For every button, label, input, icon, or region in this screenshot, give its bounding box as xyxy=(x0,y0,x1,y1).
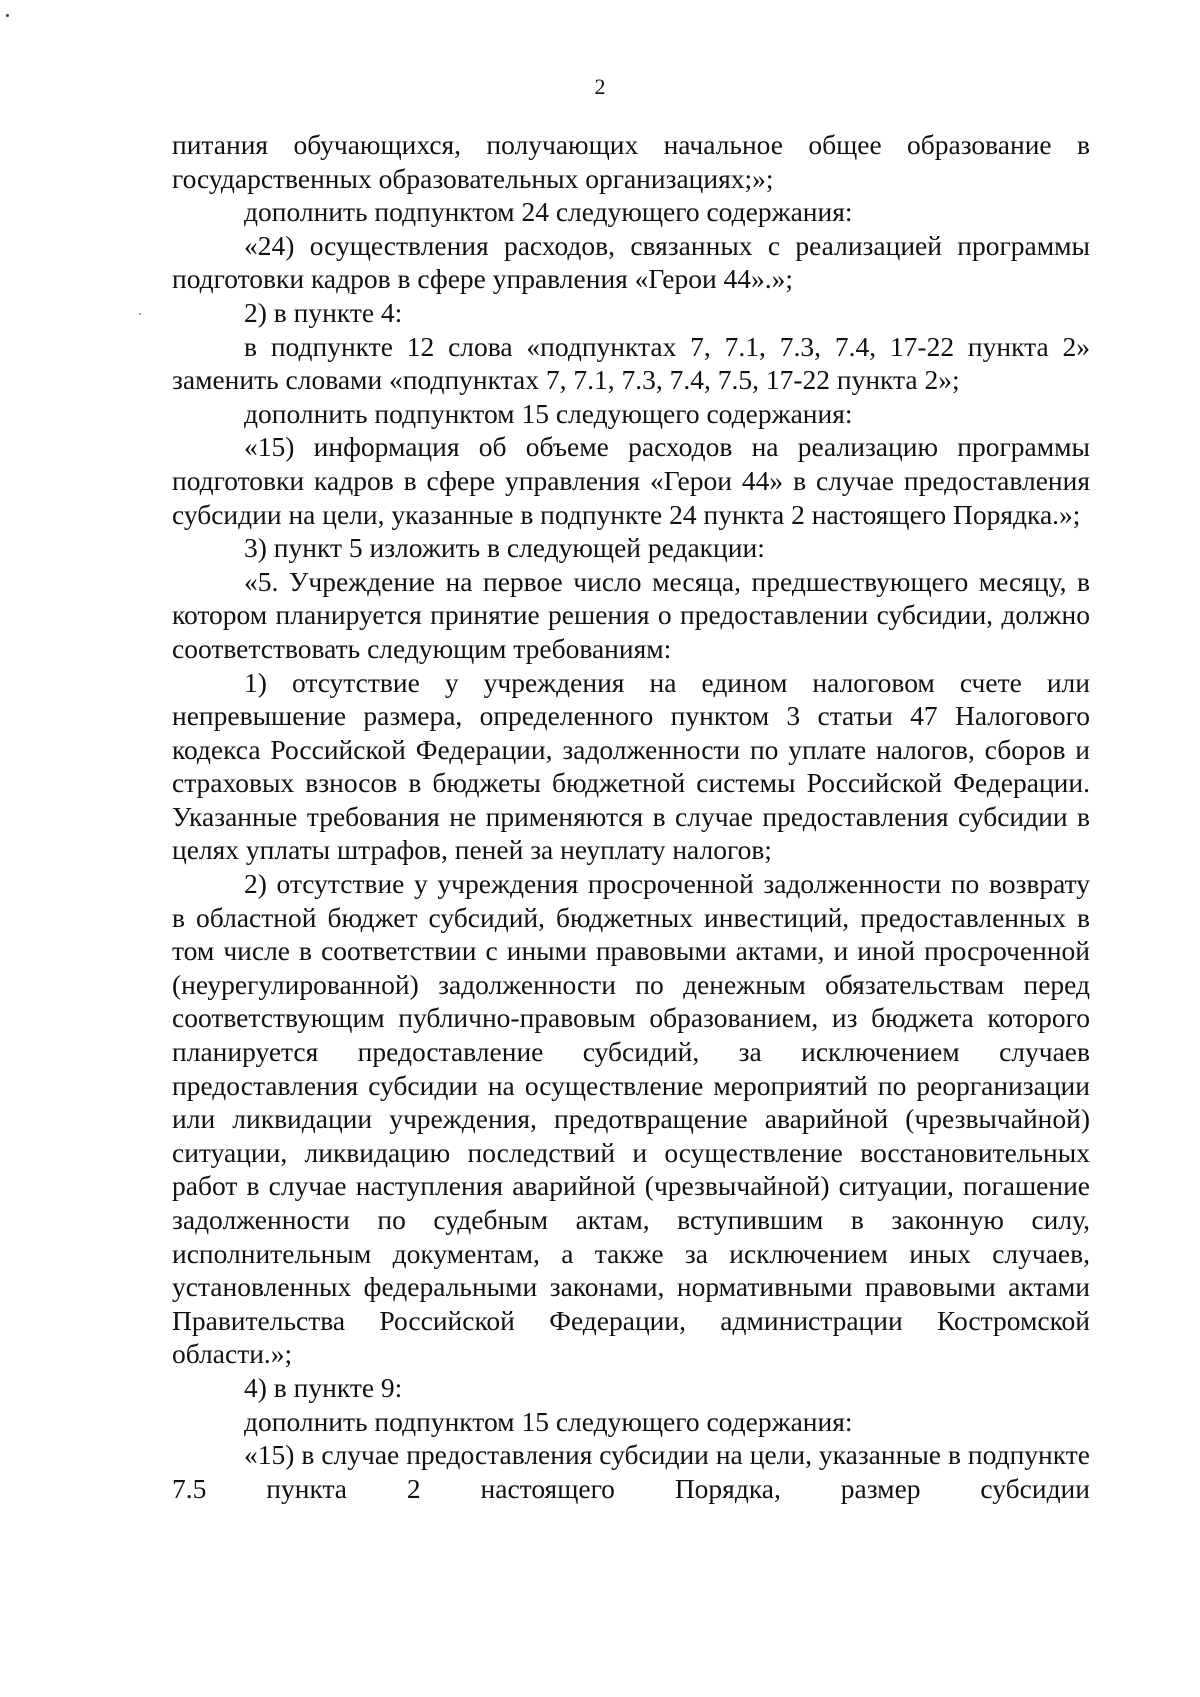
paragraph: 3) пункт 5 изложить в следующей редакции: xyxy=(244,532,765,564)
paragraph: дополнить подпунктом 15 следующего содержания: xyxy=(244,1405,853,1437)
paragraph: 1) отсутствие у учреждения на едином налоговом счете или непревышение размера, определенного пунктом 3 статьи 47 Налогового кодекса Российской Федерации, задолженности по уплате налогов, сборов и страховых взносов в бюджеты бюджетной системы Российской Федерации. Указанные требования не применяются в случае предоставления субсидии в целях уплаты штрафов, пеней за неуплату налогов; xyxy=(172,666,1090,866)
paragraph: 2) в пункте 4: xyxy=(244,296,403,328)
document-body xyxy=(172,128,1090,1505)
paragraph: в подпункте 12 слова «подпунктах 7, 7.1, 7.3, 7.4, 17-22 пункта 2» заменить словами «подпунктах 7, 7.1, 7.3, 7.4, 7.5, 17-22 пункта 2»; xyxy=(172,330,1090,396)
paragraph: «5. Учреждение на первое число месяца, предшествующего месяцу, в котором планируется принятие решения о предоставлении субсидии, должно соответствовать следующим требованиям: xyxy=(172,565,1090,664)
scan-speck xyxy=(139,313,141,315)
paragraph: «15) информация об объеме расходов на реализацию программы подготовки кадров в сфере управления «Герои 44» в случае предоставления субсидии на цели, указанные в подпункте 24 пункта 2 настоящего Порядка.»; xyxy=(172,431,1090,530)
paragraph: дополнить подпунктом 24 следующего содержания: xyxy=(244,196,853,228)
scan-speck xyxy=(6,14,9,17)
paragraph: 4) в пункте 9: xyxy=(244,1371,403,1403)
paragraph: 2) отсутствие у учреждения просроченной задолженности по возврату в областной бюджет субсидий, бюджетных инвестиций, предоставленных в том числе в соответствии с иными правовыми актами, и иной просроченной (неурегулированной) задолженности по денежным обязательствам перед соответствующим публично-правовым образованием, из бюджета которого планируется предоставление субсидий, за исключением случаев предоставления субсидии на осуществление мероприятий по реорганизации или ликвидации учреждения, предотвращение аварийной (чрезвычайной) ситуации, ликвидацию последствий и осуществление восстановительных работ в случае наступления аварийной (чрезвычайной) ситуации, погашение задолженности по судебным актам, вступившим в законную силу, исполнительным документам, а также за исключением иных случаев, установленных федеральными законами, нормативными правовыми актами Правительства Российской Федерации, администрации Костромской области.»; xyxy=(172,868,1090,1370)
paragraph: дополнить подпунктом 15 следующего содержания: xyxy=(244,397,853,429)
paragraph: питания обучающихся, получающих начальное общее образование в государственных образовательных организациях;»; xyxy=(172,129,1090,194)
paragraph: «24) осуществления расходов, связанных с реализацией программы подготовки кадров в сфере управления «Герои 44».»; xyxy=(172,229,1090,295)
paragraph: «15) в случае предоставления субсидии на цели, указанные в подпункте 7.5 пункта 2 настоящего Порядка, размер субсидии xyxy=(172,1439,1090,1504)
page-number: 2 xyxy=(594,74,606,99)
